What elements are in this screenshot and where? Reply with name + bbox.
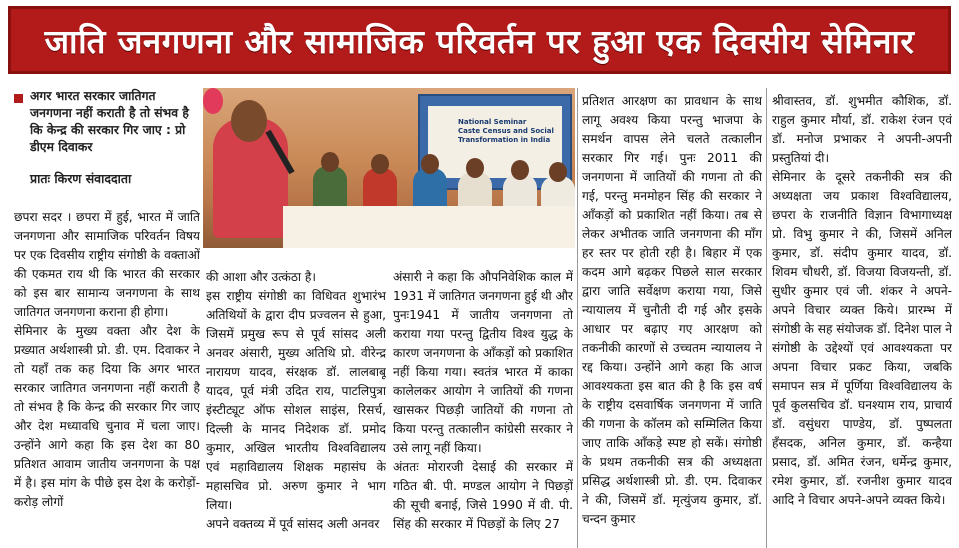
paragraph: सेमिनार के मुख्य वक्ता और देश के प्रख्यात अर्थशास्त्री प्रो. डी. एम. दिवाकर ने तो यहाँ तक कह दिया कि अगर भारत सरकार जातिगत जनगणना नहीं कराती है तो संभव है कि केन्द्र की सरकार गिर जाए और देश मध्यावधि चुनाव में चला जाए। उन्होंने आगे कहा कि इस देश का 80 प्रतिशत आवाम जातीय जनगणना के पक्ष में है। इस मांग के पीछे इस देश के करोड़ों-करोड़ लोगों <box>14 324 200 509</box>
column-divider <box>766 88 767 548</box>
article-column-4 <box>582 92 762 548</box>
panelist-head <box>511 160 529 180</box>
deck-text: अगर भारत सरकार जातिगत जनगणना नहीं कराती है तो संभव है कि केन्द्र की सरकार गिर जाए : प्रो डीएम दिवाकर <box>30 89 189 154</box>
panelist-head <box>421 154 439 174</box>
paragraph: अंसारी ने कहा कि औपनिवेशिक काल में 1931 में जातिगत जनगणना हुई थी और पुनः1941 में जातीय जनगणना तो कराया गया परन्तु द्वितीय विश्व युद्ध के कारण जनगणना के आँकड़ों को प्रकाशित नहीं किया गया। स्वतंत्र भारत में काका कालेलकर आयोग ने जातियों की गणना खासकर पिछड़ी जातियों की गणना तो किया परन्तु तत्कालीन कांग्रेसी सरकार ने उसे लागू नहीं किया। <box>393 270 573 455</box>
speaker-head <box>231 100 267 142</box>
article-column-3 <box>393 268 573 548</box>
paragraph: की आशा और उत्कंठा है। <box>206 270 317 284</box>
banner-title <box>458 118 558 145</box>
article-column-2 <box>206 268 386 548</box>
paragraph: सेमिनार के दूसरे तकनीकी सत्र की अध्यक्षता जय प्रकाश विश्वविद्यालय, छपरा के राजनीति विज्ञान विभागाध्यक्ष प्रो. विभु कुमार ने की, जिसमें अनिल कुमार, डॉ. संदीप कुमार यादव, डॉ. शिवम चौधरी, डॉ. विजया विजयन्ती, डॉ. सुधीर कुमार एवं जी. शंकर ने अपने-अपने विचार व्यक्त किये। प्रारम्भ में संगोष्ठी के सह संयोजक डॉ. दिनेश पाल ने संगोष्ठी के उद्देश्यों एवं आवश्यकता पर अपना विचार प्रकट किया, जबकि समापन सत्र में पूर्णिया विश्वविद्यालय के पूर्व कुलसचिव डॉ. घनश्याम राय, प्राचार्य डॉ. वसुंधरा पाण्डेय, डॉ. पुष्पलता हँसदक, अनिल कुमार, डॉ. कन्हैया प्रसाद, डॉ. अमित रंजन, धर्मेन्द्र कुमार, रमेश कुमार, डॉ. रजनीश कुमार यादव आदि ने विचार अपने-अपने व्यक्त किये। <box>772 170 952 507</box>
byline: प्रातः किरण संवाददाता <box>30 171 132 186</box>
banner-line2: Caste Census and Social Transformation in India <box>458 127 554 144</box>
stage-table <box>283 206 575 248</box>
column-divider <box>577 88 578 548</box>
panelist-head <box>321 152 339 172</box>
paragraph: अंततः मोरारजी देसाई की सरकार में गठित बी. पी. मण्डल आयोग ने पिछड़ों की सूची बनाई, जिसे 1990 में वी. पी. सिंह की सरकार में पिछड़ों के लिए 27 <box>393 460 573 531</box>
panelist-head <box>466 158 484 178</box>
paragraph: अपने वक्तव्य में पूर्व सांसद अली अनवर <box>206 517 380 531</box>
banner-line1: National Seminar <box>458 118 527 126</box>
paragraph: इस राष्ट्रीय संगोष्ठी का विधिवत शुभारंभ अतिथियों के द्वारा दीप प्रज्वलन से हुआ, जिसमें प्रमुख रूप से पूर्व सांसद अली अनवर अंसारी, मुख्य अतिथि प्रो. वीरेन्द्र नारायण यादव, संरक्षक डॉ. लालबाबू यादव, पूर्व मंत्री उदित राय, पाटलिपुत्रा इंस्टीट्यूट ऑफ सोशल साइंस, रिसर्च, दिल्ली के मानद निदेशक डॉ. प्रमोद कुमार, अखिल भारतीय विश्वविद्यालय एवं महाविद्यालय शिक्षक महासंघ के महासचिव प्रो. अरुण कुमार ने भाग लिया। <box>206 289 386 512</box>
headline: जाति जनगणना और सामाजिक परिवर्तन पर हुआ एक दिवसीय सेमिनार <box>8 6 951 74</box>
panelist-head <box>371 154 389 174</box>
flower-icon <box>203 88 223 114</box>
paragraph: छपरा सदर । छपरा में हुई, भारत में जाति जनगणना और सामाजिक परिवर्तन विषय पर एक दिवसीय राष्ट्रीय संगोष्ठी के वक्ताओं की एकमत राय थी कि भारत की सरकार को इस बार सामान्य जनगणना के साथ जातिगत जनगणना कराना ही होगा। <box>14 210 200 319</box>
paragraph: श्रीवास्तव, डॉ. शुभमीत कौशिक, डॉ. राहुल कुमार मौर्या, डॉ. राकेश रंजन एवं डॉ. मनोज प्रभाकर ने अपनी-अपनी प्रस्तुतियां दी। <box>772 94 952 165</box>
paragraph: प्रतिशत आरक्षण का प्रावधान के साथ लागू अवश्य किया परन्तु भाजपा के समर्थन वापस लेने चलते तत्कालीन सरकार गिर गई। पुनः 2011 की जनगणना में जातियों की गणना तो की गई, परन्तु मनमोहन सिंह की सरकार ने आँकड़ों को प्रकाशित नहीं किया। तब से लेकर अभीतक जाति जनगणना की माँग हर स्तर पर होती रही है। बिहार में एक कदम आगे बढ़कर पिछले साल सरकार द्वारा जाति सर्वेक्षण कराया गया, जिसे न्यायालय में चुनौती दी गई और इसके आधार पर बढ़ाए गए आरक्षण को तकनीकी कारणों से उच्चतम न्यायालय ने रद्द किया। उन्होंने आगे कहा कि आज आवश्यकता इस बात की है कि इस वर्ष के राष्ट्रीय दसवार्षिक जनगणना में जाति की गणना के कॉलम को सम्मिलित किया जाए ताकि आँकड़े स्पष्ट हो सकें। संगोष्ठी के प्रथम तकनीकी सत्र की अध्यक्षता प्रसिद्ध अर्थशास्त्री प्रो. डी. एम. दिवाकर ने की, जिसमें डॉ. मृत्युंजय कुमार, डॉ. चन्दन कुमार <box>582 94 762 526</box>
seminar-photo <box>203 88 575 248</box>
deck-bullet-icon <box>14 94 23 103</box>
article-column-1 <box>14 208 200 548</box>
panelist-head <box>549 162 567 182</box>
article-column-5 <box>772 92 952 548</box>
